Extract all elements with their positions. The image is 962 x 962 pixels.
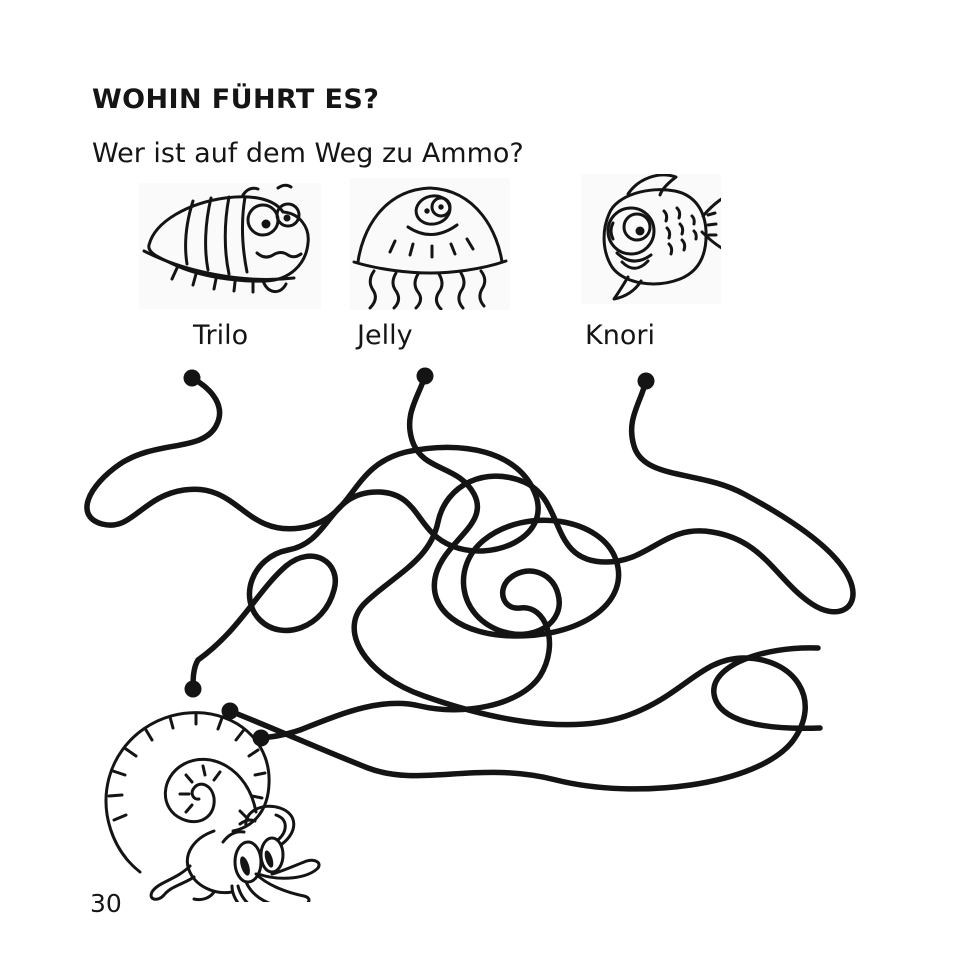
character-label-jelly: Jelly	[357, 320, 413, 351]
ammonite-illustration	[96, 702, 326, 902]
start-dot-jelly	[417, 368, 434, 385]
start-dot-trilo	[184, 370, 201, 387]
page-title: WOHIN FÜHRT ES?	[92, 84, 380, 115]
start-dot-knori	[638, 373, 655, 390]
end-dot-1	[185, 681, 202, 698]
character-label-knori: Knori	[585, 320, 655, 351]
character-label-trilo: Trilo	[193, 320, 249, 351]
maze-line-trilo	[87, 378, 538, 689]
page-number: 30	[90, 889, 122, 918]
puzzle-question: Wer ist auf dem Weg zu Ammo?	[92, 138, 524, 169]
ammonite-icon	[96, 702, 326, 902]
